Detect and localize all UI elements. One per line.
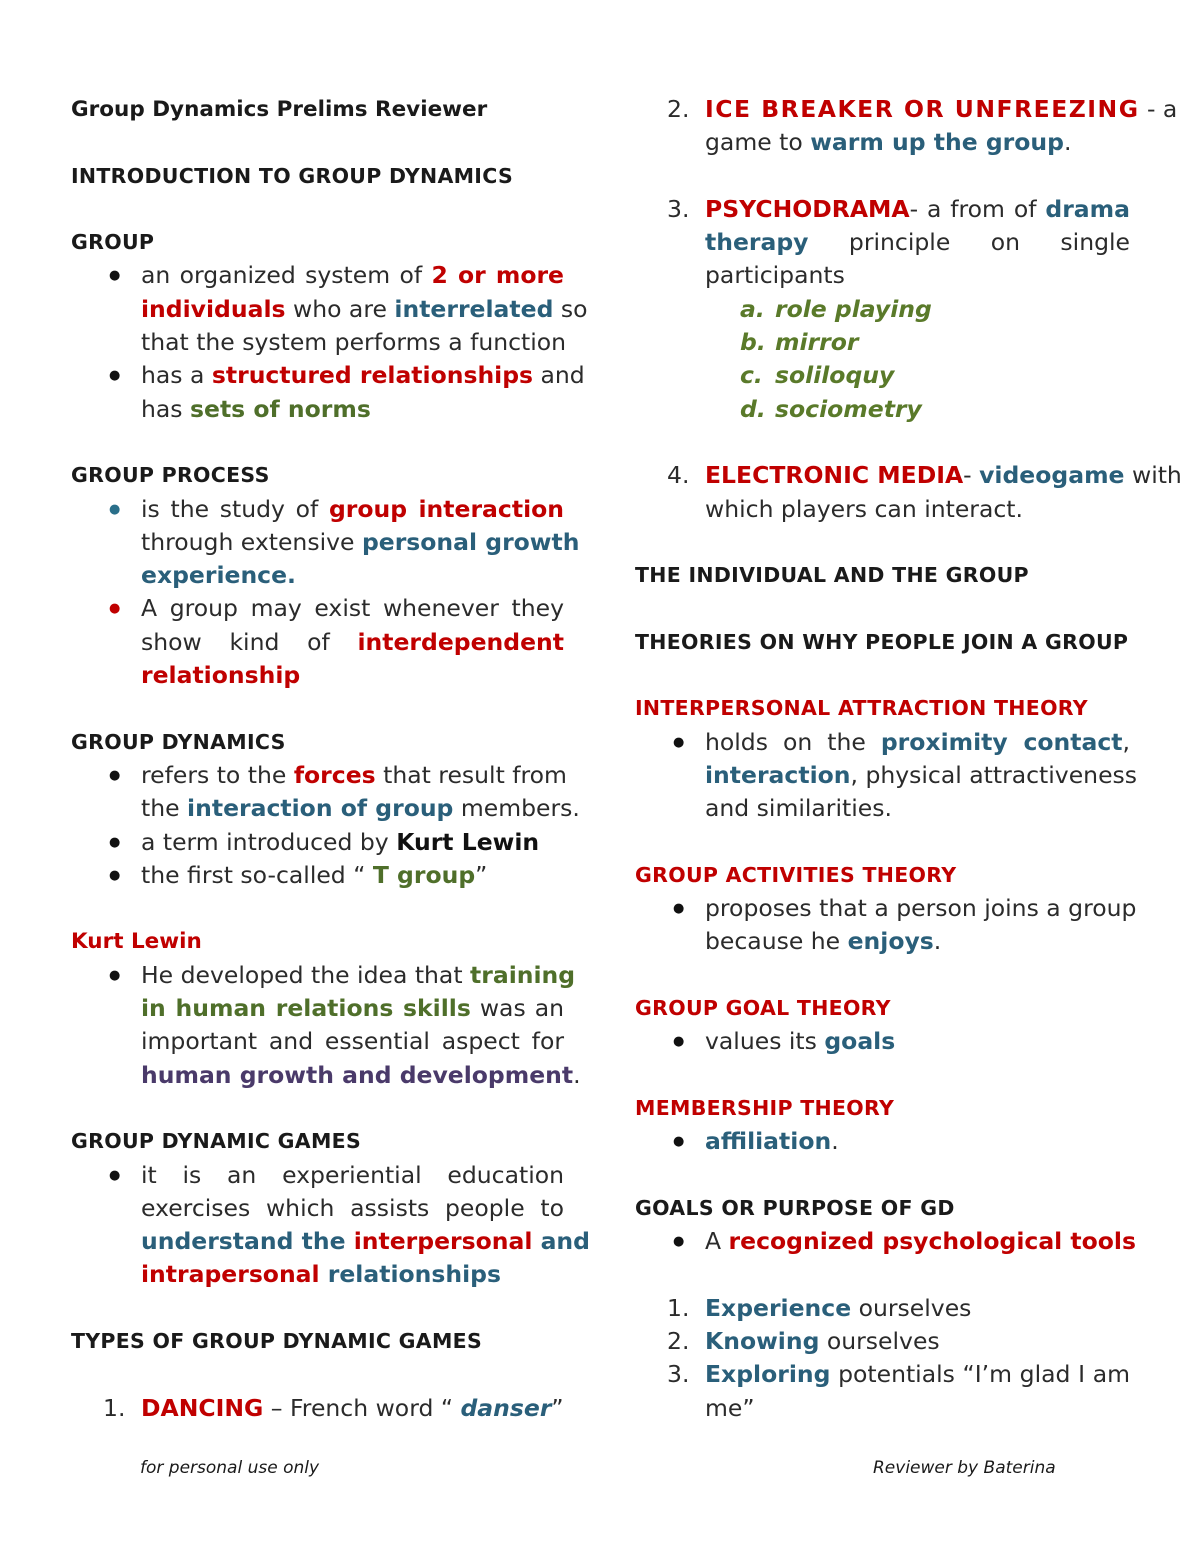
process-bullet-1: ● is the study of group interaction bbox=[71, 493, 564, 526]
lewin-bullet-1-line-3: important and essential aspect for bbox=[141, 1027, 564, 1056]
attraction-theory-heading: INTERPERSONAL ATTRACTION THEORY bbox=[635, 696, 1088, 721]
lewin-bullet-1: ● He developed the idea that training bbox=[71, 959, 564, 992]
psychodrama-sub-b: b. mirror bbox=[740, 328, 859, 357]
purpose-item-1: 1. Experience ourselves bbox=[667, 1293, 972, 1322]
psychodrama-sub-a: a. role playing bbox=[740, 294, 932, 323]
theories-heading: THEORIES ON WHY PEOPLE JOIN A GROUP bbox=[635, 629, 1129, 654]
group-bullet-1-line-2: individuals who are interrelated so bbox=[141, 294, 588, 323]
group-bullet-2: ● has a structured relationships and bbox=[71, 359, 564, 392]
games-bullet-1-line-2: exercises which assists people to bbox=[141, 1193, 564, 1222]
games-bullet-1-line-4: intrapersonal relationships bbox=[141, 1260, 501, 1289]
process-bullet-1-line-3: experience. bbox=[141, 561, 296, 590]
document-title: Group Dynamics Prelims Reviewer bbox=[71, 97, 488, 122]
kurt-lewin-heading: Kurt Lewin bbox=[71, 929, 202, 955]
type-item-2-line-2: game to warm up the group. bbox=[705, 128, 1072, 157]
type-item-3: 3. PSYCHODRAMA- a from of drama bbox=[667, 194, 1130, 223]
attraction-bullet-line-2: interaction, physical attractiveness bbox=[705, 760, 1138, 789]
dynamics-bullet-1-line-2: the interaction of group members. bbox=[141, 794, 580, 823]
footer-right: Reviewer by Baterina bbox=[873, 1458, 1056, 1478]
lewin-bullet-1-line-2: in human relations skills was an bbox=[141, 994, 564, 1023]
group-bullet-1-line-3: that the system performs a function bbox=[141, 328, 567, 357]
process-bullet-2-line-3: relationship bbox=[141, 661, 301, 690]
psychodrama-sub-d: d. sociometry bbox=[740, 394, 922, 423]
goal-bullet: ● values its goals bbox=[635, 1025, 1130, 1058]
types-heading: TYPES OF GROUP DYNAMIC GAMES bbox=[71, 1328, 483, 1353]
attraction-bullet: ● holds on the proximity contact, bbox=[635, 726, 1130, 759]
type-item-3-line-3: participants bbox=[705, 261, 845, 290]
purpose-bullet: ● A recognized psychological tools bbox=[635, 1225, 1130, 1258]
games-bullet-1-line-3: understand the interpersonal and bbox=[141, 1227, 590, 1256]
process-bullet-2: ● A group may exist whenever they bbox=[71, 592, 564, 625]
activities-theory-heading: GROUP ACTIVITIES THEORY bbox=[635, 862, 957, 887]
dynamics-bullet-1: ● refers to the forces that result from bbox=[71, 759, 564, 792]
individual-heading: THE INDIVIDUAL AND THE GROUP bbox=[635, 563, 1029, 588]
dynamics-bullet-3: ● the first so-called “ T group” bbox=[71, 859, 564, 892]
group-bullet-2-line-2: has sets of norms bbox=[141, 394, 371, 423]
purpose-item-3: 3. Exploring potentials “I’m glad I am bbox=[667, 1360, 1130, 1389]
purpose-item-3-line-2: me” bbox=[705, 1393, 755, 1422]
lewin-bullet-1-line-4: human growth and development. bbox=[141, 1060, 581, 1089]
dynamic-games-heading: GROUP DYNAMIC GAMES bbox=[71, 1129, 362, 1154]
type-item-2: 2. ICE BREAKER OR UNFREEZING - a bbox=[667, 95, 1178, 123]
membership-theory-heading: MEMBERSHIP THEORY bbox=[635, 1095, 895, 1120]
type-item-4-line-2: which players can interact. bbox=[705, 494, 1023, 523]
type-item-1: 1. DANCING – French word “ danser” bbox=[103, 1393, 564, 1422]
games-bullet-1: ● it is an experiential education bbox=[71, 1159, 564, 1192]
type-item-4: 4. ELECTRONIC MEDIA- videogame with bbox=[667, 461, 1182, 490]
group-process-heading: GROUP PROCESS bbox=[71, 463, 270, 488]
footer-left: for personal use only bbox=[140, 1458, 320, 1478]
intro-heading: INTRODUCTION TO GROUP DYNAMICS bbox=[71, 163, 514, 188]
attraction-bullet-line-3: and similarities. bbox=[705, 794, 892, 823]
psychodrama-sub-c: c. soliloquy bbox=[740, 361, 895, 390]
type-item-3-line-2: therapy principle on single bbox=[705, 228, 1130, 257]
left-column bbox=[71, 93, 590, 1425]
purpose-item-2: 2. Knowing ourselves bbox=[667, 1326, 940, 1355]
membership-bullet: ● affiliation. bbox=[635, 1125, 1130, 1158]
group-dynamics-heading: GROUP DYNAMICS bbox=[71, 729, 286, 754]
activities-bullet-line-2: because he enjoys. bbox=[705, 927, 942, 956]
right-column bbox=[635, 93, 1182, 1425]
activities-bullet: ● proposes that a person joins a group bbox=[635, 892, 1130, 925]
goal-theory-heading: GROUP GOAL THEORY bbox=[635, 996, 891, 1021]
dynamics-bullet-2: ● a term introduced by Kurt Lewin bbox=[71, 826, 564, 859]
group-heading: GROUP bbox=[71, 230, 155, 255]
process-bullet-1-line-2: through extensive personal growth bbox=[141, 527, 580, 556]
purpose-heading: GOALS OR PURPOSE OF GD bbox=[635, 1195, 955, 1220]
process-bullet-2-line-2: show kind of interdependent bbox=[141, 627, 564, 656]
group-bullet-1: ● an organized system of 2 or more bbox=[71, 259, 564, 292]
